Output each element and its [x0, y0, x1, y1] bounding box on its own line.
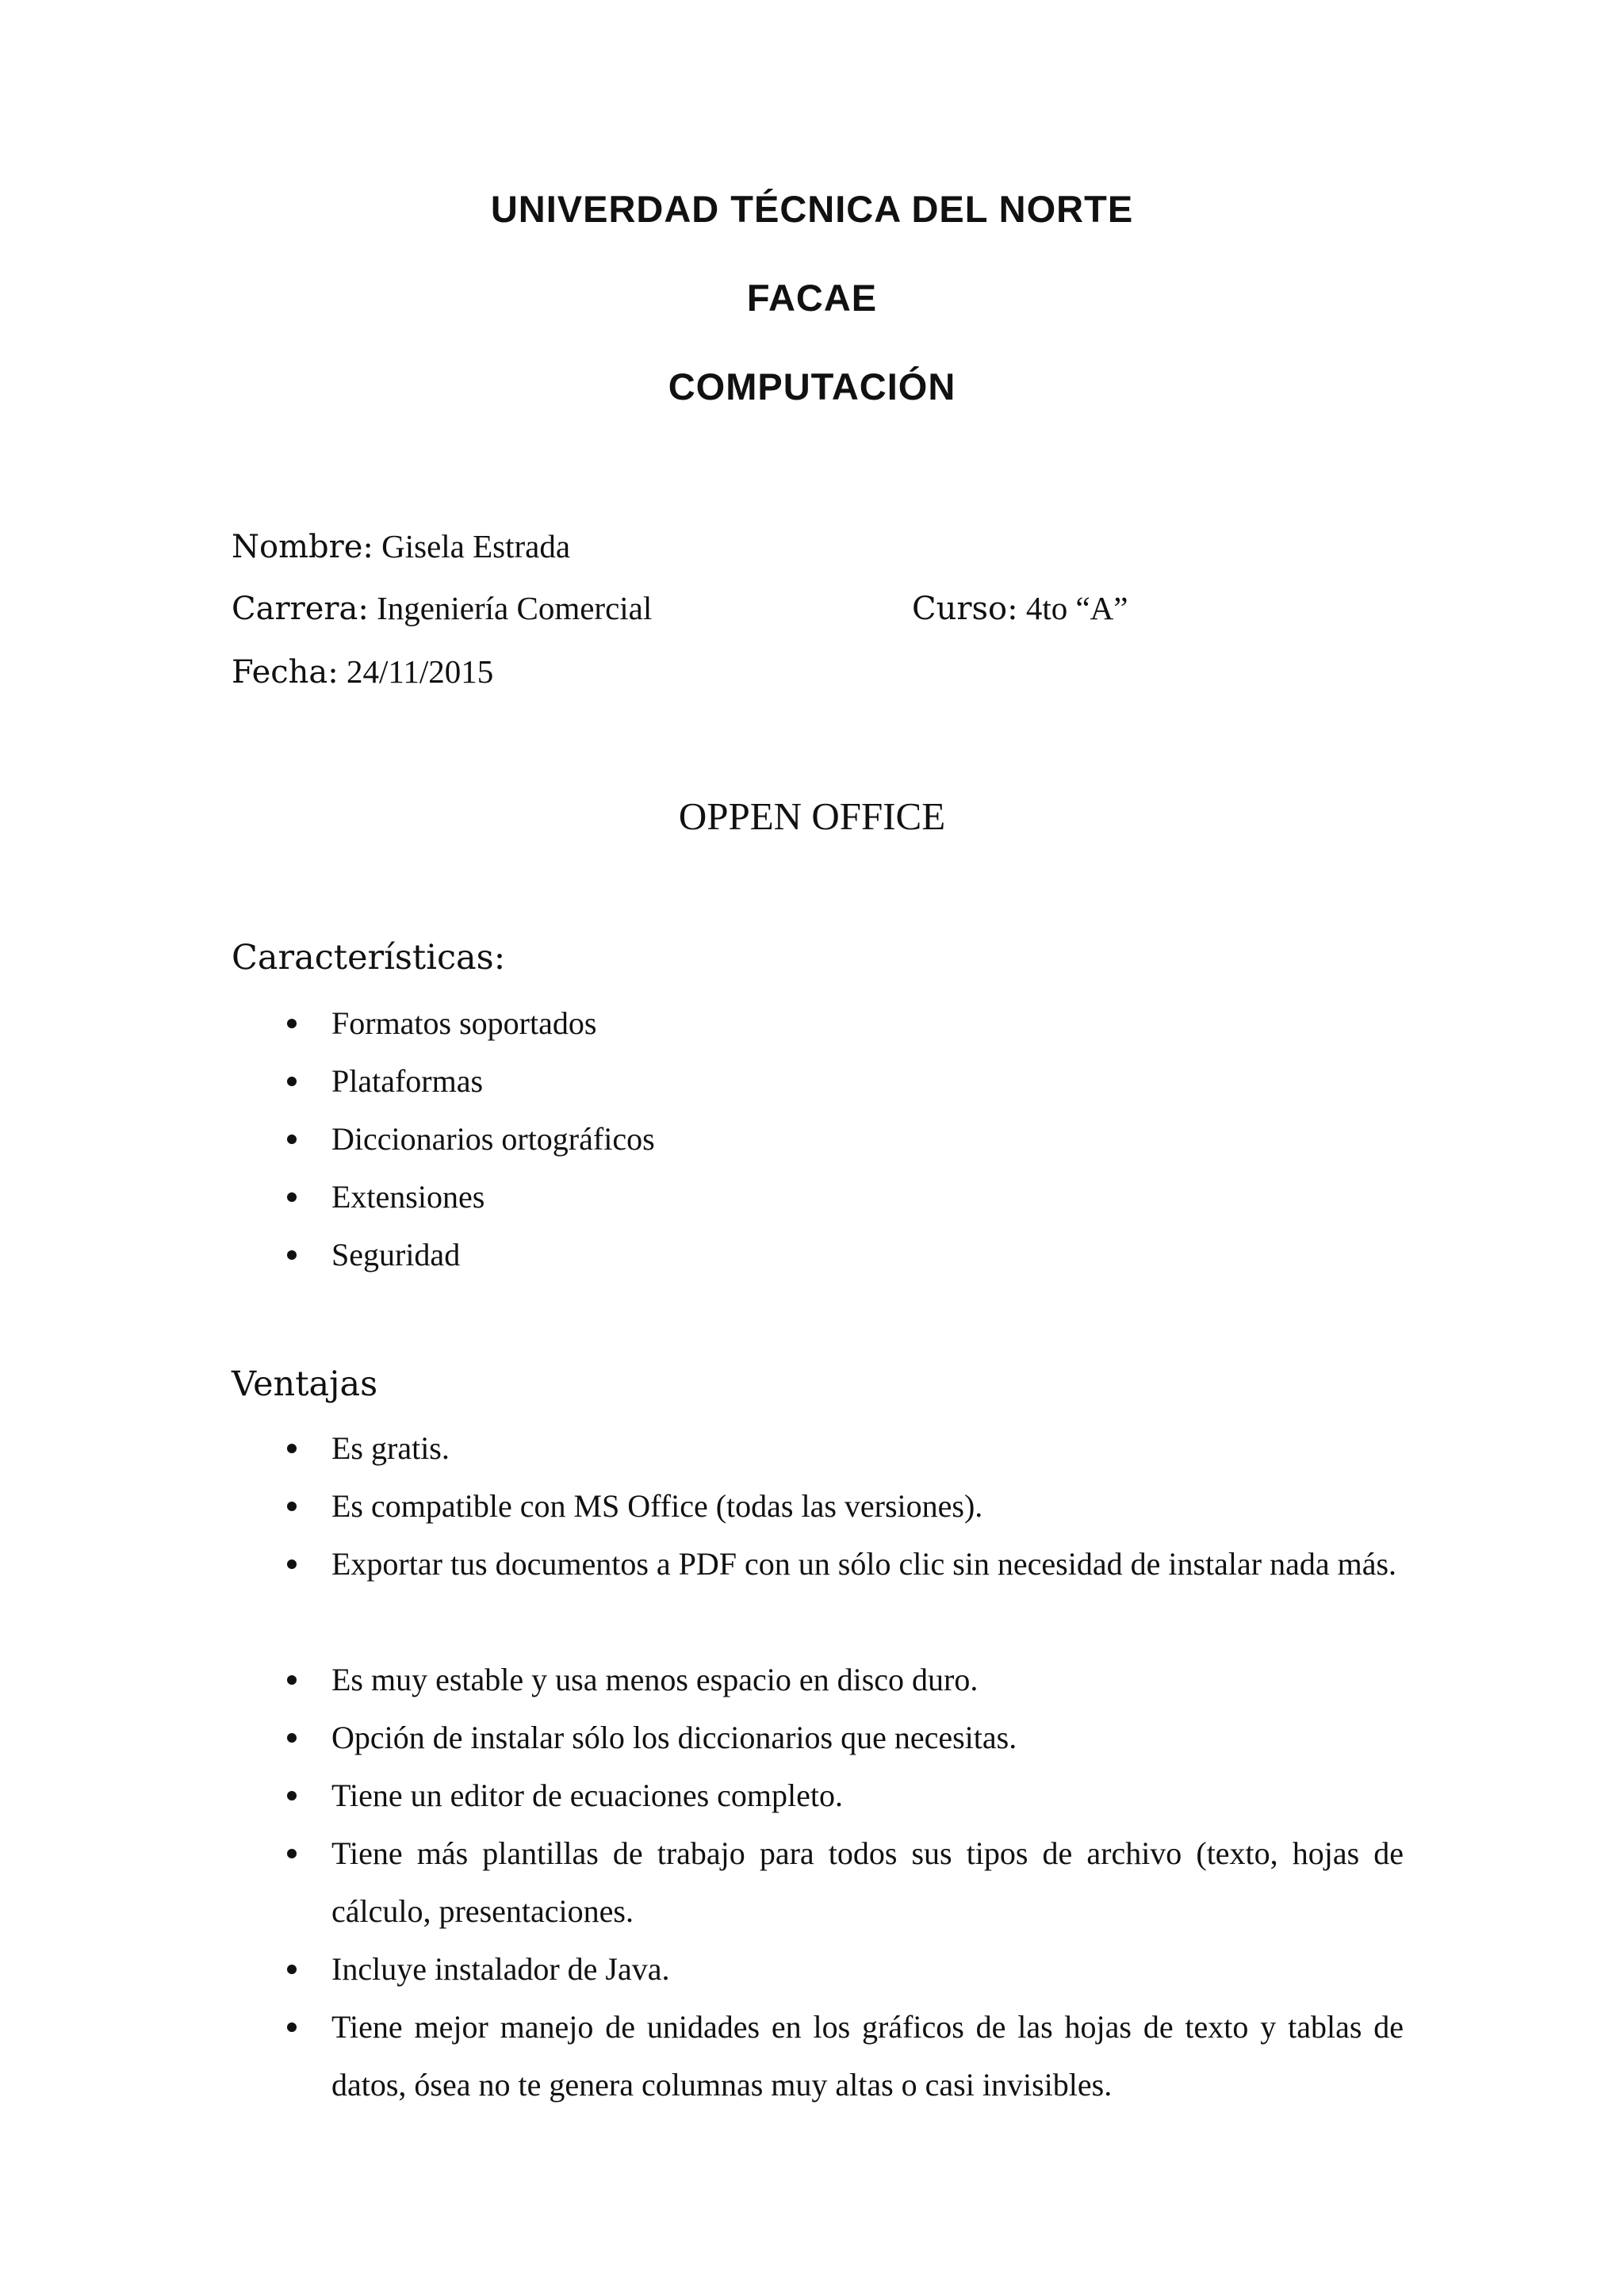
curso-field [912, 588, 1128, 629]
carrera-field [232, 588, 652, 629]
list-item [331, 1419, 1404, 1477]
list-item [331, 994, 1404, 1052]
caracteristicas-heading: Características: [232, 938, 506, 978]
nombre-field [232, 526, 570, 567]
carrera-label: Carrera: [232, 591, 369, 627]
list-item-text: Exportar tus documentos a PDF con un sólo clic sin necesidad de instalar nada más. [331, 1546, 1397, 1582]
curso-label: Curso: [912, 591, 1018, 627]
ventajas-heading: Ventajas [232, 1364, 378, 1404]
bullet-icon [287, 1444, 297, 1453]
fecha-value: 24/11/2015 [338, 653, 494, 690]
nombre-value: Gisela Estrada [373, 528, 571, 564]
bullet-icon [287, 1675, 297, 1685]
bullet-icon [287, 1192, 297, 1202]
bullet-icon [287, 1077, 297, 1086]
list-item [331, 1651, 1404, 1709]
list-item-text: Diccionarios ortográficos [331, 1121, 655, 1157]
list-item-text: Plataformas [331, 1063, 484, 1099]
nombre-label: Nombre: [232, 529, 373, 565]
bullet-icon [287, 1559, 297, 1569]
subject-heading: COMPUTACIÓN [668, 365, 956, 408]
list-item-text: Extensiones [331, 1179, 485, 1215]
bullet-icon [287, 1502, 297, 1511]
list-item-text: Seguridad [331, 1237, 461, 1272]
list-item-text: Es gratis. [331, 1430, 450, 1466]
bullet-icon [287, 1791, 297, 1800]
list-item [331, 1110, 1404, 1168]
list-item [331, 1998, 1404, 2114]
list-item [331, 1052, 1404, 1110]
fecha-field [232, 652, 493, 692]
list-item [331, 1709, 1404, 1766]
list-item [331, 1226, 1404, 1284]
bullet-icon [287, 1965, 297, 1974]
bullet-icon [287, 1019, 297, 1028]
bullet-icon [287, 1135, 297, 1144]
list-item [331, 1940, 1404, 1998]
list-item [331, 1824, 1404, 1940]
faculty-heading: FACAE [746, 277, 878, 319]
bullet-icon [287, 1849, 297, 1858]
list-item-text: Es compatible con MS Office (todas las versiones). [331, 1488, 983, 1524]
list-item-text: Opción de instalar sólo los diccionarios que necesitas. [331, 1720, 1017, 1755]
list-item [331, 1477, 1404, 1535]
list-item-text: Tiene mejor manejo de unidades en los gráficos de las hojas de texto y tablas de datos, ósea no te genera columnas muy altas o casi invisibles. [331, 2009, 1404, 2103]
list-item-text: Tiene un editor de ecuaciones completo. [331, 1777, 843, 1813]
bullet-icon [287, 1733, 297, 1743]
list-item-text: Formatos soportados [331, 1005, 597, 1041]
document-title: OPPEN OFFICE [678, 794, 946, 838]
bullet-icon [287, 1250, 297, 1260]
list-item-text: Incluye instalador de Java. [331, 1951, 670, 1987]
list-item [331, 1168, 1404, 1226]
list-item [331, 1766, 1404, 1824]
carrera-value: Ingeniería Comercial [368, 590, 653, 626]
university-heading: UNIVERDAD TÉCNICA DEL NORTE [490, 188, 1134, 230]
list-item-text: Tiene más plantillas de trabajo para todos sus tipos de archivo (texto, hojas de cálculo, presentaciones. [331, 1835, 1404, 1929]
list-item [331, 1535, 1404, 1593]
list-item-text: Es muy estable y usa menos espacio en disco duro. [331, 1662, 979, 1697]
bullet-icon [287, 2022, 297, 2032]
curso-value: 4to “A” [1017, 590, 1128, 626]
fecha-label: Fecha: [232, 654, 339, 691]
